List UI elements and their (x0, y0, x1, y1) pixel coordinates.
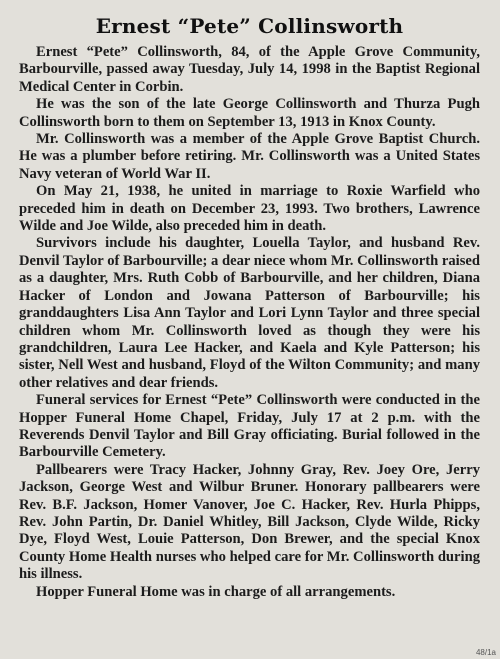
paragraph-funeral-services: Funeral services for Ernest “Pete” Collinsworth were conducted in the Hopper Funeral Home Chapel, Friday, July 17 at 2 p.m. with the Reverends Denvil Taylor and Bill Gray officiating. Burial followed in the Barbourville Cemetery. (19, 392, 480, 461)
obituary-title: Ernest “Pete” Collinsworth (95, 14, 404, 38)
obituary-body (19, 44, 480, 601)
paragraph-marriage: On May 21, 1938, he united in marriage to Roxie Warfield who preceded him in death on December 23, 1993. Two brothers, Lawrence Wilde and Joe Wilde, also preceded him in death. (19, 183, 480, 235)
paragraph-pallbearers: Pallbearers were Tracy Hacker, Johnny Gray, Rev. Joey Ore, Jerry Jackson, George West and Wilbur Bruner. Honorary pallbearers were Rev. B.F. Jackson, Homer Vanover, Joe C. Hacker, Rev. Hurla Phipps, Rev. John Partin, Dr. Daniel Whitley, Bill Jackson, Clyde Wilde, Ricky Dye, Floyd West, Louie Patterson, Don Brewer, and the special Knox County Home Health nurses who helped care for Mr. Collinsworth during his illness. (19, 461, 480, 583)
paragraph-parents: He was the son of the late George Collinsworth and Thurza Pugh Collinsworth born to them on September 13, 1913 in Knox County. (19, 96, 480, 130)
paragraph-arrangements: Hopper Funeral Home was in charge of all arrangements. (36, 583, 396, 600)
clipping-edge-mark: 48/1a (475, 648, 496, 657)
paragraph-survivors: Survivors include his daughter, Louella Taylor, and husband Rev. Denvil Taylor of Barbourville; a dear niece whom Mr. Collinsworth raised as a daughter, Mrs. Ruth Cobb of Barbourville, and her children, Diana Hacker of London and Jowana Patterson of Barbourville; his granddaughters Lisa Ann Taylor and Lori Lynn Taylor and three special children whom Mr. Collinsworth loved as though they were his grandchildren, Laura Lee Hacker, and Kaela and Kyle Patterson; his sister, Nell West and husband, Floyd of the Wilton Community; and many other relatives and dear friends. (19, 235, 480, 391)
paragraph-death-notice: Ernest “Pete” Collinsworth, 84, of the Apple Grove Community, Barbourville, passed away Tuesday, July 14, 1998 in the Baptist Regional Medical Center in Corbin. (19, 44, 480, 95)
paragraph-church-career: Mr. Collinsworth was a member of the Apple Grove Baptist Church. He was a plumber before retiring. Mr. Collinsworth was a United States Navy veteran of World War II. (19, 131, 480, 182)
